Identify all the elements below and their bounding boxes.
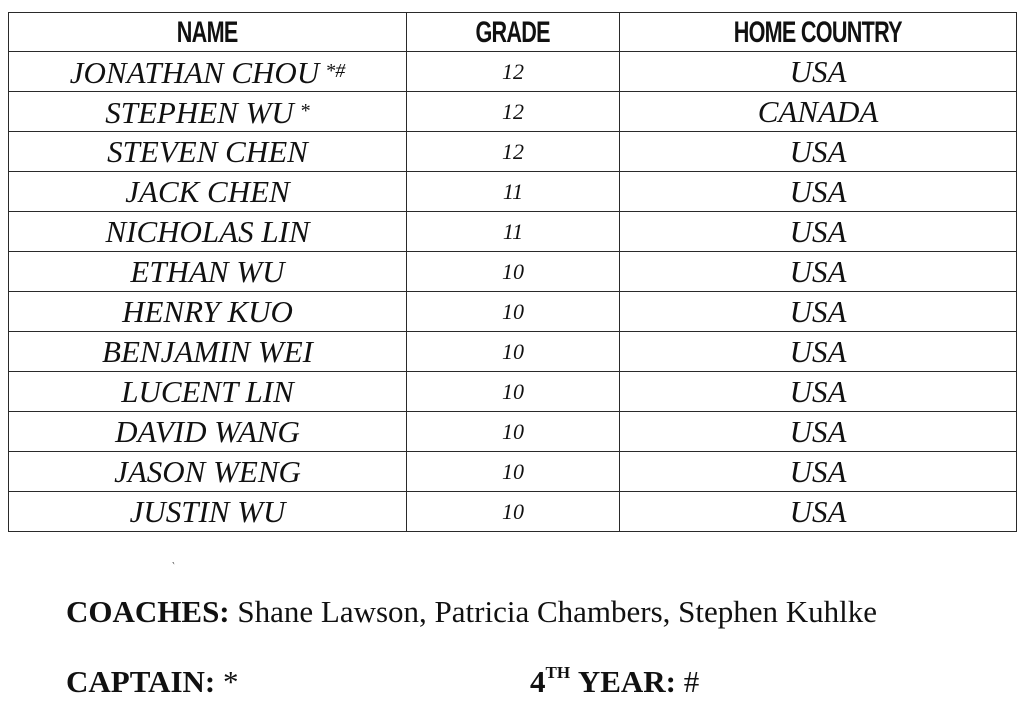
coaches-line	[66, 594, 877, 630]
player-name: NICHOLAS LIN	[105, 214, 310, 249]
fourth-year-label: YEAR:	[577, 664, 676, 699]
player-home-country: USA	[620, 372, 1017, 412]
roster-body	[9, 52, 1017, 532]
player-name: ETHAN WU	[130, 254, 285, 289]
player-name-cell	[9, 92, 407, 132]
coaches-label: COACHES:	[66, 594, 230, 629]
player-home-country: USA	[620, 132, 1017, 172]
table-row	[9, 172, 1017, 212]
player-name-cell	[9, 132, 407, 172]
header-grade: GRADE	[407, 13, 620, 52]
player-name-cell	[9, 292, 407, 332]
player-home-country: USA	[620, 172, 1017, 212]
player-home-country: USA	[620, 492, 1017, 532]
player-home-country: USA	[620, 252, 1017, 292]
player-home-country: USA	[620, 52, 1017, 92]
player-grade: 11	[407, 212, 620, 252]
player-grade: 10	[407, 372, 620, 412]
player-home-country: USA	[620, 212, 1017, 252]
player-name: DAVID WANG	[115, 414, 300, 449]
table-row	[9, 372, 1017, 412]
player-grade: 10	[407, 452, 620, 492]
player-name: BENJAMIN WEI	[102, 334, 313, 369]
roster-table	[8, 12, 1017, 532]
player-marks: *	[299, 99, 310, 122]
player-home-country: CANADA	[620, 92, 1017, 132]
fourth-year-legend	[530, 664, 699, 700]
player-name-cell	[9, 212, 407, 252]
player-grade: 12	[407, 52, 620, 92]
player-grade: 10	[407, 412, 620, 452]
table-row	[9, 52, 1017, 92]
player-grade: 10	[407, 252, 620, 292]
player-grade: 12	[407, 132, 620, 172]
table-row	[9, 452, 1017, 492]
player-name: HENRY KUO	[122, 294, 293, 329]
player-name: STEVEN CHEN	[107, 134, 308, 169]
captain-symbol: *	[223, 664, 239, 699]
header-row	[9, 13, 1017, 52]
player-grade: 12	[407, 92, 620, 132]
player-name: JUSTIN WU	[129, 494, 286, 529]
player-name: STEPHEN WU	[105, 94, 294, 130]
player-name-cell	[9, 172, 407, 212]
player-home-country: USA	[620, 452, 1017, 492]
player-name: JACK CHEN	[125, 174, 290, 209]
coaches-value: Shane Lawson, Patricia Chambers, Stephen Kuhlke	[237, 594, 878, 629]
table-row	[9, 92, 1017, 132]
player-name-cell	[9, 372, 407, 412]
table-row	[9, 492, 1017, 532]
player-name-cell	[9, 332, 407, 372]
table-row	[9, 132, 1017, 172]
captain-legend	[66, 664, 239, 700]
table-row	[9, 412, 1017, 452]
player-home-country: USA	[620, 292, 1017, 332]
player-marks: *#	[325, 59, 346, 82]
header-name: NAME	[9, 13, 407, 52]
player-grade: 10	[407, 332, 620, 372]
table-row	[9, 332, 1017, 372]
player-name-cell	[9, 492, 407, 532]
fourth-year-symbol: #	[683, 664, 700, 699]
player-name-cell	[9, 252, 407, 292]
table-row	[9, 212, 1017, 252]
player-home-country: USA	[620, 332, 1017, 372]
player-home-country: USA	[620, 412, 1017, 452]
player-name-cell	[9, 452, 407, 492]
player-name: JASON WENG	[114, 454, 301, 489]
header-home-country: HOME COUNTRY	[620, 13, 1017, 52]
fourth-year-number: 4	[530, 664, 546, 699]
player-grade: 10	[407, 492, 620, 532]
captain-label: CAPTAIN:	[66, 664, 216, 699]
player-grade: 10	[407, 292, 620, 332]
table-row	[9, 292, 1017, 332]
player-name-cell	[9, 412, 407, 452]
player-name: LUCENT LIN	[121, 374, 294, 409]
player-name-cell	[9, 52, 407, 92]
fourth-year-superscript: TH	[545, 663, 571, 682]
scan-speck: ‵	[172, 560, 175, 574]
player-grade: 11	[407, 172, 620, 212]
table-row	[9, 252, 1017, 292]
player-name: JONATHAN CHOU	[69, 54, 320, 90]
